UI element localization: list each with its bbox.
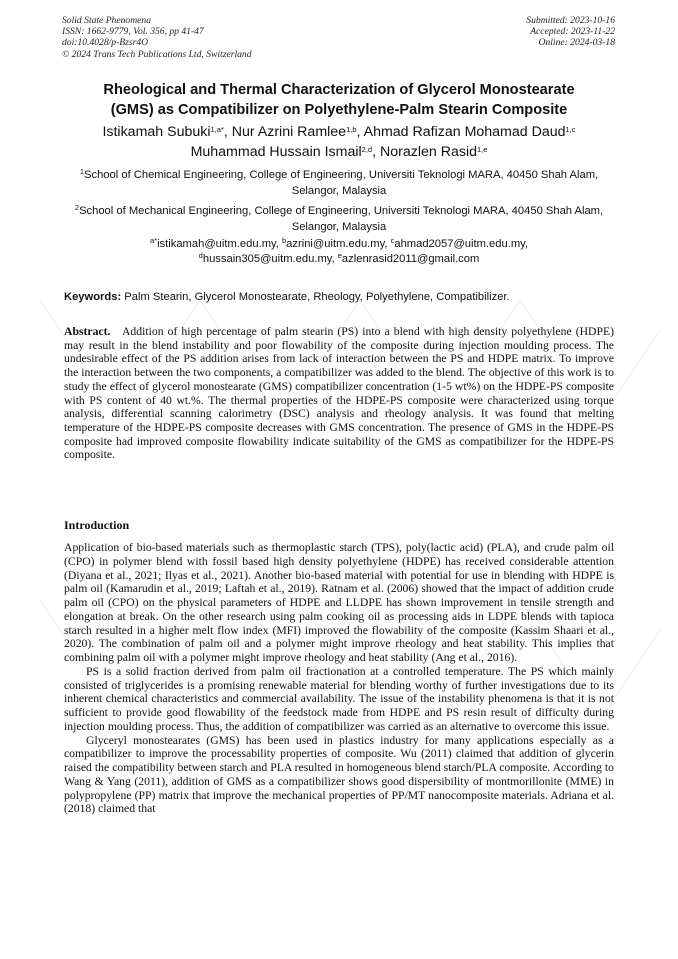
email-mark: c <box>390 236 395 245</box>
email-mark: a* <box>149 236 158 245</box>
submitted-date: Submitted: 2023-10-16 <box>526 15 615 26</box>
affiliation-text: School of Mechanical Engineering, College of Engineering, Universiti Teknologi MARA, 40450 Shah Alam, Selangor, Malaysia <box>79 205 604 233</box>
email-link[interactable]: ahmad2057@uitm.edu.my <box>394 238 525 250</box>
author-affiliation-mark: 1,e <box>477 145 488 154</box>
keywords-label: Keywords: <box>64 291 122 303</box>
email-link[interactable]: hussain305@uitm.edu.my <box>202 253 332 265</box>
publication-dates <box>526 15 615 49</box>
title-line-2: (GMS) as Compatibilizer on Polyethylene-Palm Stearin Composite <box>110 102 568 118</box>
email-link[interactable]: azlenrasid2011@gmail.com <box>341 253 480 265</box>
email-link[interactable]: istikamah@uitm.edu.my <box>157 238 276 250</box>
author-name: Istikamah Subuki <box>102 124 211 140</box>
abstract-label: Abstract. <box>64 325 111 338</box>
email-link[interactable]: azrini@uitm.edu.my <box>286 238 385 250</box>
journal-doi[interactable]: doi:10.4028/p-Bzsr4O <box>62 37 149 49</box>
online-date: Online: 2024-03-18 <box>538 37 615 49</box>
journal-info <box>62 15 252 60</box>
author-list: Istikamah Subuki$^{1,a*}$, Nur Azrini Ramlee$^{1,b}$, Ahmad Rafizan Mohamad Daud$^{1,c}$ Muhammad Hussain Ismail$^{2,d}$, Norazlen Rasid$^{1,e}$ <box>102 124 576 160</box>
email-mark: b <box>282 236 287 245</box>
author-name: Norazlen Rasid <box>380 144 477 160</box>
email-mark: e <box>337 251 342 260</box>
author-name: Ahmad Rafizan Mohamad Daud <box>363 124 566 140</box>
author-name: Muhammad Hussain Ismail <box>190 144 362 160</box>
affiliation-number: 2 <box>74 203 80 212</box>
paper-title <box>60 80 618 120</box>
paragraph: Glyceryl monostearates (GMS) has been used in plastics industry for many applications especially as a compatibilizer to improve the processability properties of composite. Wu (2011) claimed that addition of glycerin raised the compatibility between starch and PLA resulted in homogeneous blend starch/PLA composite. According to Wang & Yang (2011), addition of GMS as a compatibilizer shows good dispersibility of montmorillonite (MME) in polypropylene (PP) matrix that improve the mechanical properties of PP/MT nanocomposite materials. Adriana et al. (2018) claimed that <box>64 733 614 816</box>
paragraph: Application of bio-based materials such as thermoplastic starch (TPS), poly(lactic acid) (PLA), and crude palm oil (CPO) in polymer blend with fossil based high density polyethylene (HDPE) has received considerable attention (Diyana et al., 2021; Ilyas et al., 2021). Another bio-based material with potential for use in blending with HDPE is palm oil (Kamarudin et al., 2019; Laftah et al., 2019). Ratnam et al. (2006) showed that the impact of addition crude palm oil (CPO) on the physical parameters of HDPE and LLDPE has shown improvement in tensile strength and elongation at break. On the other research using palm cooking oil as processing aids in LDPE blends with tapioca starch resulted in a higher melt flow index (MFI) improved the flowability of the composite (Kassim Shaari et al., 2020). The combination of palm oil and a polymer might improve rheology and heat stability. This implies that combining palm oil with a polymer might improve rheology and heat stability (Ang et al., 2016). <box>64 541 614 664</box>
keywords-text: Palm Stearin, Glycerol Monostearate, Rheology, Polyethylene, Compatibilizer. <box>121 291 510 303</box>
author-affiliation-mark: 1,c <box>565 125 576 134</box>
author-emails: $^{a*}$istikamah@uitm.edu.my, $^b$azrini@uitm.edu.my, $^c$ahmad2057@uitm.edu.my, $^d$hussain305@uitm.edu.my, $^e$azlenrasid2011@gmail.com <box>149 236 529 265</box>
email-mark: d <box>198 251 203 260</box>
affiliation <box>60 203 618 235</box>
author-affiliation-mark: 1,b <box>346 125 357 134</box>
author-affiliation-mark: 2,d <box>361 145 373 154</box>
journal-copyright: © 2024 Trans Tech Publications Ltd, Switzerland <box>62 48 252 60</box>
affiliation-text: School of Chemical Engineering, College of Engineering, Universiti Teknologi MARA, 40450 Shah Alam, Selangor, Malaysia <box>84 169 599 197</box>
section-heading-introduction: Introduction <box>64 518 130 532</box>
keywords <box>64 290 616 304</box>
author-name: Nur Azrini Ramlee <box>231 124 347 140</box>
affiliation-number: 1 <box>79 167 85 176</box>
abstract <box>64 325 614 462</box>
accepted-date: Accepted: 2023-11-22 <box>530 26 615 38</box>
author-affiliation-mark: 1,a* <box>210 125 224 134</box>
journal-name: Solid State Phenomena <box>62 15 151 26</box>
paragraph: PS is a solid fraction derived from palm oil fractionation at a controlled temperature. The PS which mainly consisted of triglycerides is a promising renewable material for blending worthy of further investigations due to its inherent chemical characteristics and commercial availability. The issue of the instability phenomena is that it is not sufficient to provide good flowability of the feedstock made from HDPE and PS resin result of difficulty during injection moulding process. Thus, the addition of compatibilizer was carried as an alternative to overcome this issue. <box>64 664 614 733</box>
journal-issn: ISSN: 1662-9779, Vol. 356, pp 41-47 <box>62 26 204 38</box>
title-line-1: Rheological and Thermal Characterization of Glycerol Monostearate <box>103 82 575 98</box>
abstract-text: Addition of high percentage of palm stearin (PS) into a blend with high density polyethylene (HDPE) may result in the blend instability and poor flowability of the composite during injection moulding process. The undesirable effect of the PS addition arises from lack of interaction between the PS and HDPE matrix. To improve the interaction between the two components, a compatibilizer was added to the blend. The objective of this work is to study the effect of glycerol monostearate (GMS) compatibilizer concentration (1-5 wt%) on the HDPE-PS composite with PS content of 40 wt.%. The thermal properties of the HDPE-PS composite were characterized using torque analysis, differential scanning calorimetry (DSC) analysis and rheology analysis. It was found that melting temperature of the HDPE-PS composite decreases with GMS concentration. The presence of GMS in the HDPE-PS composite had improved composite flowability indicate suitability of the GMS as compatibilizer for the HDPE-PS composite. <box>64 325 615 462</box>
affiliation <box>60 167 618 199</box>
introduction-body <box>64 541 614 816</box>
